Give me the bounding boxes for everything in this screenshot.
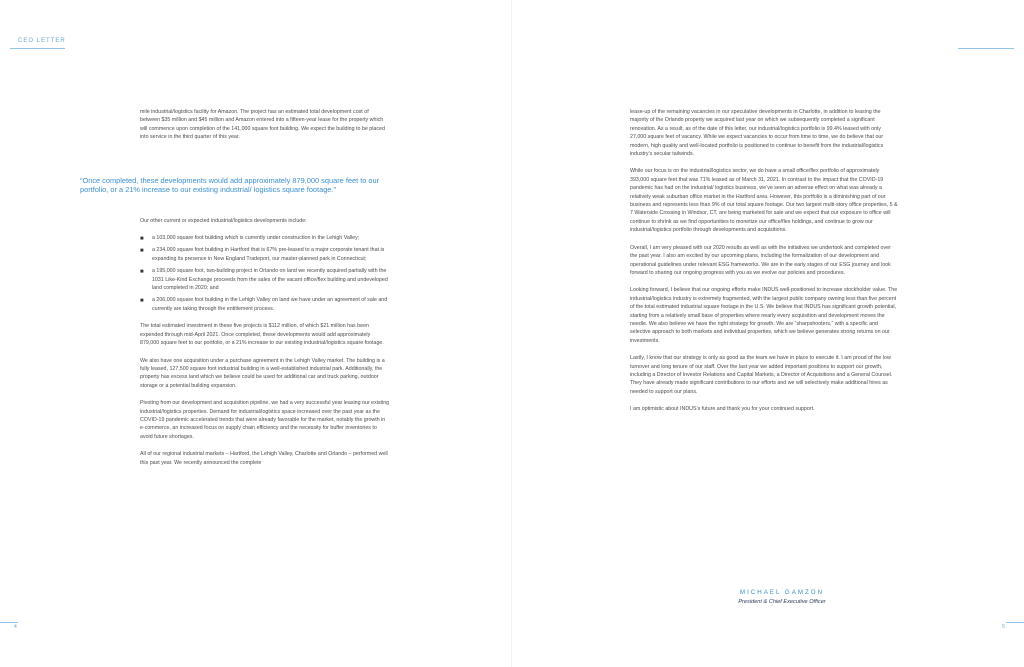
leaseup-paragraph: lease-up of the remaining vacancies in our speculative developments in Charlotte, in addition to leasing the majority of the Orlando property we acquired last year on which we subsequently completed a significant renovation. As a result, as of the date of this letter, our industrial/logistics portfolio is 99.4% leased with only 27,000 square feet of vacancy. While we expect vacancies to occur from time to time, we do believe that our modern, high quality and well-located portfolio is positioned to continue to benefit from the industrial/logistics industry’s secular tailwinds.	[630, 109, 884, 158]
optimistic-paragraph: I am optimistic about INDUS’s future and thank you for your continued support.	[630, 406, 815, 413]
bullet-icon: ■	[140, 248, 144, 255]
page-number-right: 5	[1002, 624, 1005, 630]
looking-forward-paragraph: Looking forward, I believe that our ongoing efforts make INDUS well-positioned to increase stockholder value. The industrial/logistics industry is extremely fragmented, with the largest public company owning less than five percent of the total estimated industrial square footage in the U.S. We believe that INDUS has significant growth potential, starting from a relatively small base of properties where nearly every acquisition and development moves the needle. We also believe we have the right strategy for growth. We are “sharpshooters,” with a specific and selective approach to both markets and individual properties, which we believe generates strong returns on our investments.	[630, 287, 898, 344]
pull-quote: “Once completed, these developments would add approximately 879,000 square feet to our portfolio, or a 21% increase to our existing industrial/ logistics square footage.”	[80, 176, 380, 195]
intro-paragraph: mile industrial/logistics facility for Amazon. The project has an estimated total development cost of between $35 million and $45 million and Amazon entered into a fifteen-year lease for the property which will commence upon completion of the 141,000 square foot building. We expect the building to be placed into service in the third quarter of this year.	[140, 109, 385, 141]
investment-paragraph: The total estimated investment in these five projects is $112 million, of which $21 million has been expended through mid-April 2021. Once completed, these developments would add approximately 879,000 square feet to our portfolio, or a 21% increase to our existing industrial/logistics square footage.	[140, 323, 384, 347]
section-header-label: CEO LETTER	[18, 38, 66, 44]
list-item	[140, 246, 390, 263]
list-item-text: a 234,000 square foot building in Hartford that is 67% pre-leased to a major corporate tenant that is expanding its presence in New England Tradeport, our master-planned park in Connecticut;	[152, 247, 385, 262]
signatory-name: MICHAEL GAMZON	[739, 589, 825, 596]
top-left-rule	[10, 48, 65, 49]
bottom-right-rule	[1006, 622, 1024, 623]
list-item	[140, 267, 390, 292]
bullet-icon: ■	[140, 269, 144, 276]
bullet-icon: ■	[140, 236, 144, 243]
other-developments-intro: Our other current or expected industrial/logistics developments include:	[140, 217, 307, 224]
signatory-title: President & Chief Executive Officer	[738, 599, 826, 605]
right-text-column	[630, 108, 898, 423]
regional-paragraph: All of our regional industrial markets – Hartford, the Lehigh Valley, Charlotte and Orlando – performed well this past year. We recently announced the complete	[140, 451, 388, 466]
team-paragraph: Lastly, I know that our strategy is only as good as the team we have in place to execute it. I am proud of the low turnover and long tenure of our staff. Over the last year we added important positions to support our growth, including a Director of Investor Relations and Capital Markets, a Director of Acquisitions and a General Counsel. They have already made significant contributions to our efforts and we will selectively make additional hires as needed to support our plans.	[630, 355, 893, 395]
list-item-text: a 195,000 square foot, two-building project in Orlando on land we recently acquired partially with the 1031 Like-Kind Exchange proceeds from the sales of the vacant office/flex building and undeveloped land completed in 2020; and	[152, 268, 388, 292]
bottom-left-rule	[0, 622, 18, 623]
left-text-column	[140, 108, 390, 476]
top-right-rule	[958, 48, 1014, 49]
bullet-icon: ■	[140, 298, 144, 305]
acquisition-paragraph: We also have one acquisition under a purchase agreement in the Lehigh Valley market. The building is a fully leased, 127,500 square foot industrial building in a well-established industrial park. Additionally, the property has excess land which we believe could be used for additional car and truck parking, outdoor storage or a potential building expansion.	[140, 357, 385, 389]
developments-list	[140, 234, 390, 313]
office-paragraph: While our focus is on the industrial/logistics sector, we do have a small office/flex portfolio of approximately 393,000 square feet that was 71% leased as of March 31, 2021. In contrast to the impact that the COVID-19 pandemic has had on the industrial/ logistics business, we’ve seen an adverse effect on what was already a relatively weak suburban office market in the Hartford area. However, this portfolio is a diminishing part of our business and represents less than 9% of our total square footage. Our two largest multi-story office properties, 5 & 7 Waterside Crossing in Windsor, CT, are being marketed for sale and we expect that our exposure to office will continue to shrink as we find opportunities to monetize our office/flex holdings, and continue to grow our industrial/logistics portfolio through developments and acquisitions.	[630, 168, 898, 234]
signature-block	[712, 589, 852, 605]
list-item-text: a 103,000 square foot building which is currently under construction in the Lehigh Valley;	[152, 235, 360, 242]
list-item	[140, 234, 390, 242]
page-number-left: 4	[14, 624, 17, 630]
list-item	[140, 296, 390, 313]
overall-paragraph: Overall, I am very pleased with our 2020 results as well as with the initiatives we undertook and completed over the past year. I also am excited by our upcoming plans, including the formalization of our development and operational guidelines under relevant ESG frameworks. We are in the early stages of our ESG journey and look forward to sharing our ongoing progress with you as we evolve our policies and procedures.	[630, 244, 891, 276]
list-item-text: a 206,000 square foot building in the Lehigh Valley on land we have under an agreement of sale and currently are taking through the entitlement process.	[152, 297, 388, 312]
page-spine	[511, 0, 512, 667]
pivoting-paragraph: Pivoting from our development and acquisition pipeline, we had a very successful year leasing our existing industrial/logistics properties. Demand for industrial/logistics space increased over the past year as the COVID-19 pandemic accelerated trends that were already favorable for the market, notably the growth in e-commerce, an increased focus on supply chain efficiency and the necessity for buffer inventories to avoid future shortages.	[140, 400, 390, 440]
